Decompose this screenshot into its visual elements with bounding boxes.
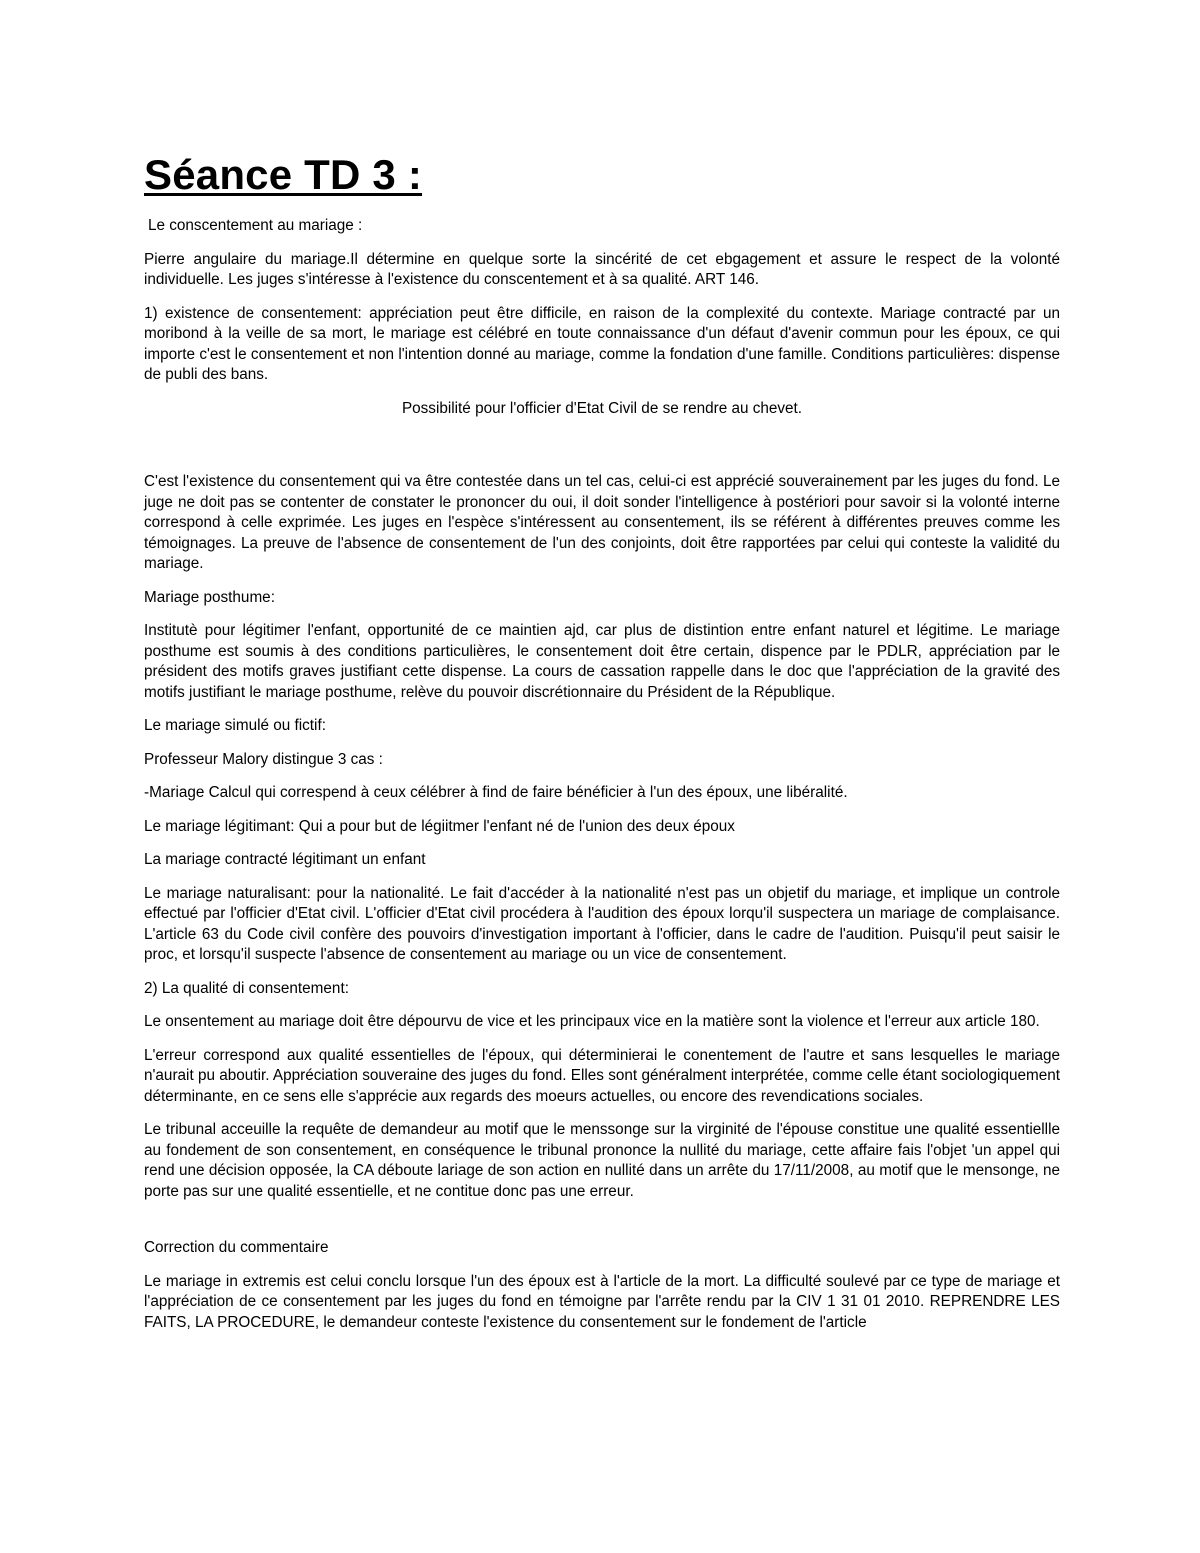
section-heading-correction: Correction du commentaire: [144, 1239, 329, 1256]
paragraph-existence: 1) existence de consentement: appréciation peut être difficile, en raison de la complexité du contexte. Mariage contracté par un moribond à la veille de sa mort, le mariage est célébré en toute connaissance d'un défaut d'avenir commun pour les époux, ce qui importe c'est le consentement et non l'intention donné au mariage, comme la fondation d'une famille. Conditions particulières: dispense de publi des bans.: [144, 304, 1060, 383]
spacer: [144, 1215, 1060, 1238]
document-body: [144, 150, 1060, 1346]
section-heading-posthume: Mariage posthume:: [144, 588, 275, 606]
paragraph-tribunal: Le tribunal acceuille la requête de demandeur au motif que le menssonge sur la virginité de l'épouse constitue une qualité essentiellle au fondement de son consentement, en conséquence le tribunal prononce la nullité du mariage, cette affaire fais l'objet 'un appel qui rend une décision opposée, la CA déboute lariage de son action en nullité dans un arrête du 17/11/2008, au motif que le mensonge, ne porte pas sur une qualité essentielle, et ne contitue donc pas une erreur.: [144, 1121, 1060, 1200]
paragraph-malory: Professeur Malory distingue 3 cas :: [144, 750, 383, 768]
paragraph-in-extremis: Le mariage in extremis est celui conclu lorsque l'un des époux est à l'article de la mort. La difficulté soulevé par ce type de mariage et l'appréciation de ce consentement par les juges du fond en témoigne par l'arrête rendu par la CIV 1 31 01 2010. REPRENDRE LES FAITS, LA PROCEDURE, le demandeur conteste l'existence du consentement sur le fondement de l'article: [144, 1272, 1060, 1331]
paragraph-naturalisant: Le mariage naturalisant: pour la nationalité. Le fait d'accéder à la nationalité n'est pas un objetif du mariage, et implique un controle effectué par l'officier d'Etat civil. L'officier d'Etat civil procédera à l'audition des époux lorqu'il suspectera un mariage de complaisance. L'article 63 du Code civil confère des pouvoirs d'investigation important à l'officier, dans le cadre de l'audition. Puisqu'il peut saisir le proc, et lorsqu'il suspecte l'absence de consentement au mariage ou un vice de consentement.: [144, 884, 1060, 963]
section-heading-simule: Le mariage simulé ou fictif:: [144, 717, 326, 734]
paragraph-officier: Possibilité pour l'officier d'Etat Civil de se rendre au chevet.: [401, 399, 803, 417]
paragraph-posthume: Institutè pour légitimer l'enfant, opportunité de ce maintien ajd, car plus de distintion entre enfant naturel et légitime. Le mariage posthume est soumis à des conditions particulières, le consentement doit être certain, dispence par le PDLR, appréciation par le président des motifs graves justifiant cette dispense. La cours de cassation rappelle dans le doc que l'appréciation de la gravité des motifs justifiant le mariage posthume, relève du pouvoir discrétionnaire du Président de la République.: [144, 622, 1060, 701]
paragraph-vice: Le onsentement au mariage doit être dépourvu de vice et les principaux vice en la matière sont la violence et l'erreur aux article 180.: [144, 1013, 1040, 1030]
spacer: [144, 432, 1060, 472]
page-title: Séance TD 3 :: [144, 151, 423, 198]
paragraph-intro: Pierre angulaire du mariage.Il détermine en quelque sorte la sincérité de cet ebgagement et assure le respect de la volonté individuelle. Les juges s'intéresse à l'existence du conscentement et à sa qualité. ART 146.: [144, 250, 1060, 288]
paragraph-contestation: C'est l'existence du consentement qui va être contestée dans un tel cas, celui-ci est apprécié souverainement par les juges du fond. Le juge ne doit pas se contenter de constater le prononcer du oui, il doit sonder l'intelligence à postériori pour savoir si la volonté interne correspond à celle exprimée. Les juges en l'espèce s'intéressent au consentement, ils se référent à différentes preuves comme les témoignages. La preuve de l'absence de consentement de l'un des conjoints, doit être rapportées par celui qui conteste la validité du mariage.: [144, 473, 1060, 572]
paragraph-calcul: -Mariage Calcul qui correspend à ceux célébrer à find de faire bénéficier à l'un des époux, une libéralité.: [144, 784, 848, 801]
paragraph-legitimant: Le mariage légitimant: Qui a pour but de légiitmer l'enfant né de l'union des deux époux: [144, 817, 735, 835]
paragraph-erreur: L'erreur correspond aux qualité essentielles de l'époux, qui déterminierai le conentement de l'autre et sans lesquelles le mariage n'aurait pu aboutir. Appréciation souveraine des juges du fond. Elles sont généralment interprétée, comme celle étant sociologiquement déterminante, en ce sens elle s'apprécie aux regards des moeurs actuelles, ou encore des revendications sociales.: [144, 1046, 1060, 1105]
paragraph-contracte: La mariage contracté légitimant un enfant: [144, 851, 426, 868]
section-heading-qualite: 2) La qualité di consentement:: [144, 979, 349, 997]
section-heading-consentement: Le conscentement au mariage :: [148, 217, 363, 234]
